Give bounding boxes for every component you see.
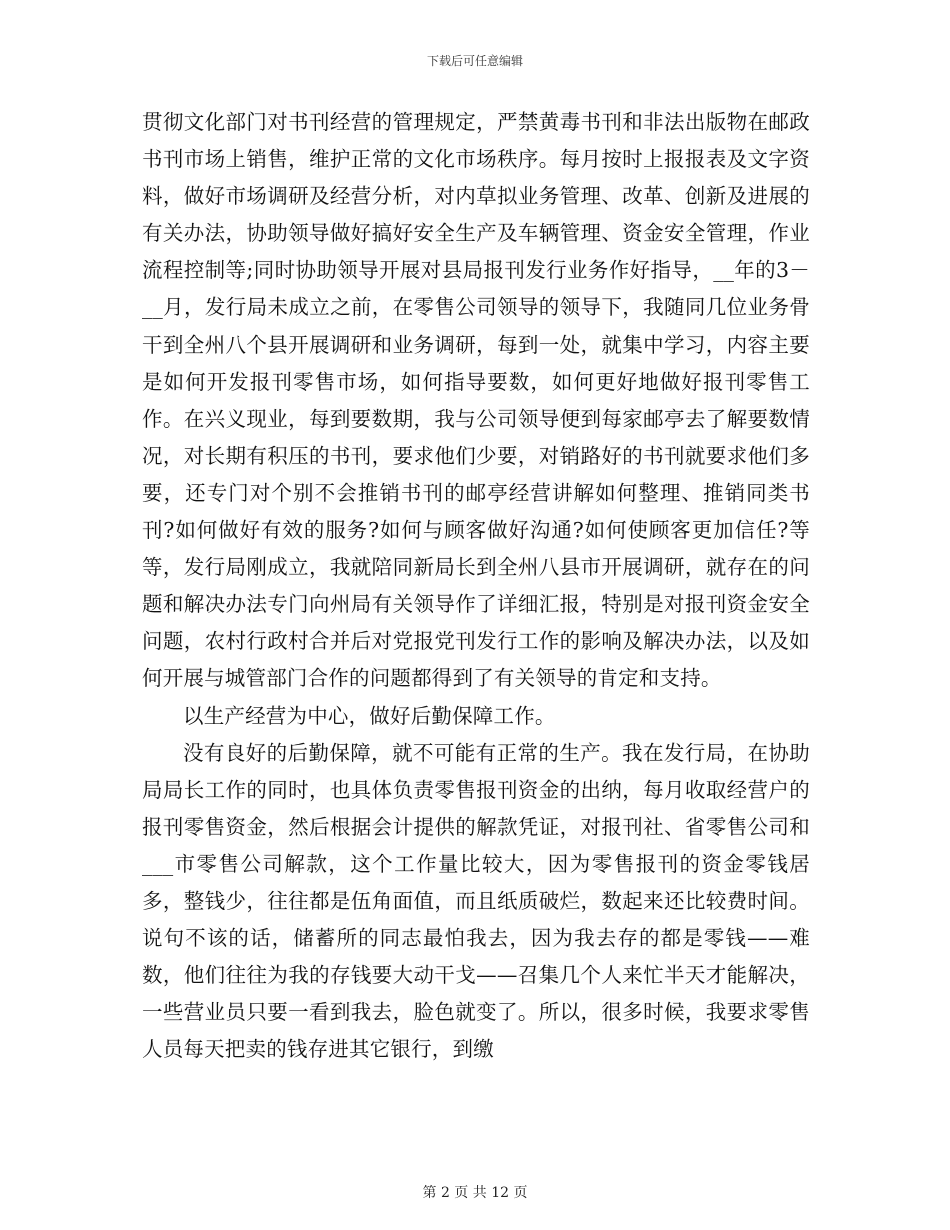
paragraph-1: 贯彻文化部门对书刊经营的管理规定，严禁黄毒书刊和非法出版物在邮政书刊市场上销售，维护正常的文化市场秩序。每月按时上报报表及文字资料，做好市场调研及经营分析，对内草拟业务管理、改革、创新及进展的有关办法，协助领导做好搞好安全生产及车辆管理、资金安全管理，作业流程控制等;同时协助领导开展对县局报刊发行业务作好指导，__年的3－__月，发行局未成立之前，在零售公司领导的领导下，我随同几位业务骨干到全州八个县开展调研和业务调研，每到一处，就集中学习，内容主要是如何开发报刊零售市场，如何指导要数，如何更好地做好报刊零售工作。在兴义现业，每到要数期，我与公司领导便到每家邮亭去了解要数情况，对长期有积压的书刊，要求他们少要，对销路好的书刊就要求他们多要，还专门对个别不会推销书刊的邮亭经营讲解如何整理、推销同类书刊?如何做好有效的服务?如何与顾客做好沟通?如何使顾客更加信任?等等，发行局刚成立，我就陪同新局长到全州八县市开展调研，就存在的问题和解决办法专门向州局有关领导作了详细汇报，特别是对报刊资金安全问题，农村行政村合并后对党报党刊发行工作的影响及解决办法，以及如何开展与城管部门合作的问题都得到了有关领导的肯定和支持。	[142, 110, 810, 691]
document-body	[142, 104, 810, 1068]
page-footer: 第 2 页 共 12 页	[422, 1185, 528, 1201]
paragraph-2-heading: 以生产经营为中心，做好后勤保障工作。	[183, 703, 556, 728]
paragraph-3: 没有良好的后勤保障，就不可能有正常的生产。我在发行局，在协助局局长工作的同时，也具体负责零售报刊资金的出纳，每月收取经营户的报刊零售资金，然后根据会计提供的解款凭证，对报刊社、省零售公司和___市零售公司解款，这个工作量比较大，因为零售报刊的资金零钱居多，整钱少，往往都是伍角面值，而且纸质破烂，数起来还比较费时间。说句不该的话，储蓄所的同志最怕我去，因为我去存的都是零钱——难数，他们往往为我的存钱要大动干戈——召集几个人来忙半天才能解决，一些营业员只要一看到我去，脸色就变了。所以，很多时候，我要求零售人员每天把卖的钱存进其它银行，到缴	[142, 740, 810, 1062]
page-header: 下载后可任意编辑	[426, 54, 523, 68]
